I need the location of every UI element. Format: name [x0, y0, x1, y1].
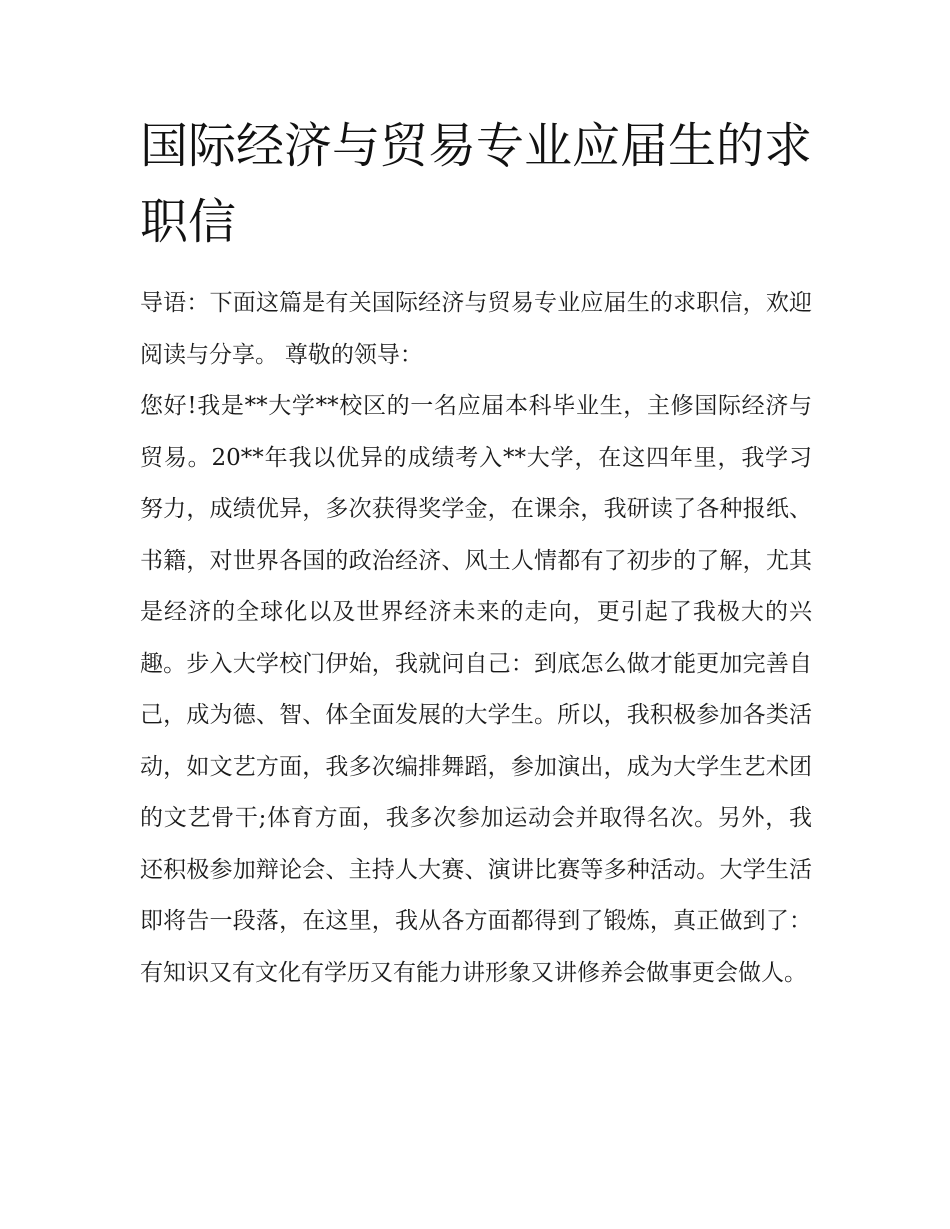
intro-text: 导语：下面这篇是有关国际经济与贸易专业应届生的求职信，欢迎阅读与分享。 — [140, 290, 812, 368]
intro-paragraph — [140, 278, 812, 381]
greeting-text: 尊敬的领导： — [284, 341, 423, 368]
document-content — [140, 108, 812, 999]
document-title: 国际经济与贸易专业应届生的求职信 — [140, 118, 813, 250]
document-body — [140, 278, 812, 999]
body-paragraph: 您好!我是**大学**校区的一名应届本科毕业生，主修国际经济与贸易。20**年我以优异的成绩考入**大学，在这四年里，我学习努力，成绩优异，多次获得奖学金，在课余，我研读了各种报纸、书籍，对世界各国的政治经济、风土人情都有了初步的了解，尤其是经济的全球化以及世界经济未来的走向，更引起了我极大的兴趣。步入大学校门伊始，我就问自己：到底怎么做才能更加完善自己，成为德、智、体全面发展的大学生。所以，我积极参加各类活动，如文艺方面，我多次编排舞蹈，参加演出，成为大学生艺术团的文艺骨干;体育方面，我多次参加运动会并取得名次。另外，我还积极参加辩论会、主持人大赛、演讲比赛等多种活动。大学生活即将告一段落，在这里，我从各方面都得到了锻炼，真正做到了：有知识又有文化有学历又有能力讲形象又讲修养会做事更会做人。 — [140, 393, 812, 986]
